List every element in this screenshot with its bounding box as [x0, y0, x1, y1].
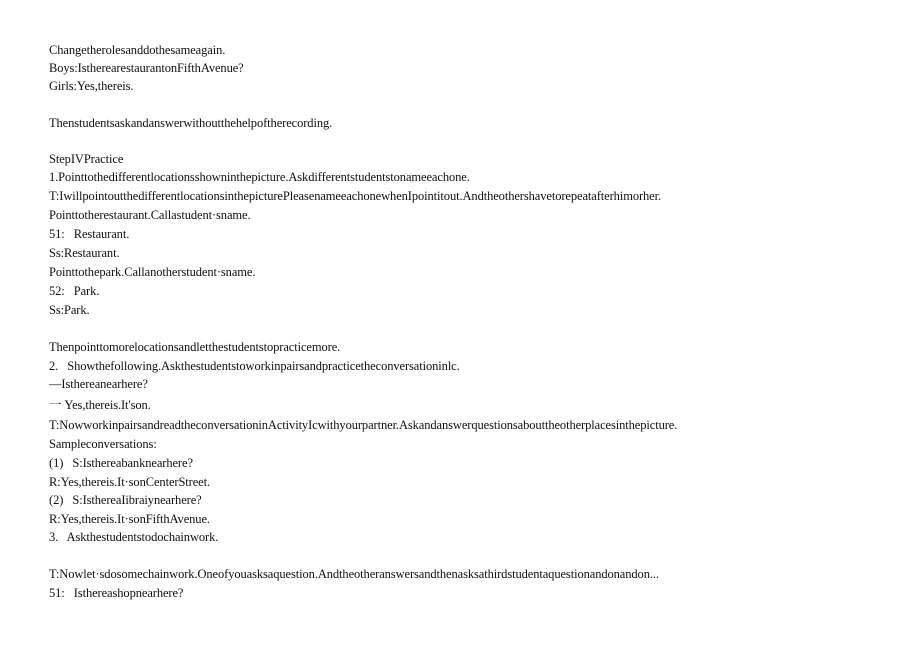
text-line: Thenstudentsaskandanswerwithoutthehelpoftherecording. — [49, 116, 333, 130]
text-line: Pointtotherestaurant.Callastudent·sname. — [49, 208, 251, 222]
text-line: 52: Park. — [49, 284, 100, 298]
text-line: Thenpointtomorelocationsandletthestudentstopracticemore. — [49, 340, 341, 354]
text-line: R:Yes,thereis.It·sonCenterStreet. — [49, 475, 211, 489]
section-heading: StepIVPractice — [49, 152, 124, 166]
text-line: Sampleconversations: — [49, 437, 157, 451]
text-line: 1.Pointtothedifferentlocationsshowninthepicture.Askdifferentstudentstonameeachone. — [49, 170, 470, 184]
text-line: 2. Showthefollowing.Askthestudentstoworkinpairsandpracticetheconversationinlc. — [49, 359, 460, 373]
text-line: (1) S:Isthereabanknearhere? — [49, 456, 193, 470]
text-line: R:Yes,thereis.It·sonFifthAvenue. — [49, 512, 210, 526]
text-line: Girls:Yes,thereis. — [49, 79, 134, 93]
text-line: 51: Restaurant. — [49, 227, 130, 241]
text-line: T:NowworkinpairsandreadtheconversationinActivityIcwithyourpartner.Askandanswerquestionsabouttheotherplacesinthepicture. — [49, 418, 678, 432]
text-line: —Isthereanearhere? — [49, 377, 148, 391]
text-line: Pointtothepark.Callanotherstudent·sname. — [49, 265, 256, 279]
text-line: Ss:Restaurant. — [49, 246, 120, 260]
text-line: (2) S:IsthereaIibraiynearhere? — [49, 493, 202, 507]
text-line: Boys:IstherearestaurantonFifthAvenue? — [49, 61, 244, 75]
text-line: Changetherolesanddothesameagain. — [49, 43, 226, 57]
text-line: Ss:Park. — [49, 303, 90, 317]
text-line: 51: Isthereashopnearhere? — [49, 586, 184, 600]
text-line: 3. Askthestudentstodochainwork. — [49, 530, 219, 544]
text-line: T:Nowlet·sdosomechainwork.Oneofyouasksaquestion.Andtheotheranswersandthenasksathirdstudentaquestionandonandon... — [49, 567, 659, 581]
text-line: T:IwillpointoutthedifferentlocationsinthepicturePleasenameeachonewhenIpointitout.Andtheothershavetorepeatafterhimorher. — [49, 189, 662, 203]
text-line: 一 Yes,thereis.It'son. — [49, 398, 151, 412]
